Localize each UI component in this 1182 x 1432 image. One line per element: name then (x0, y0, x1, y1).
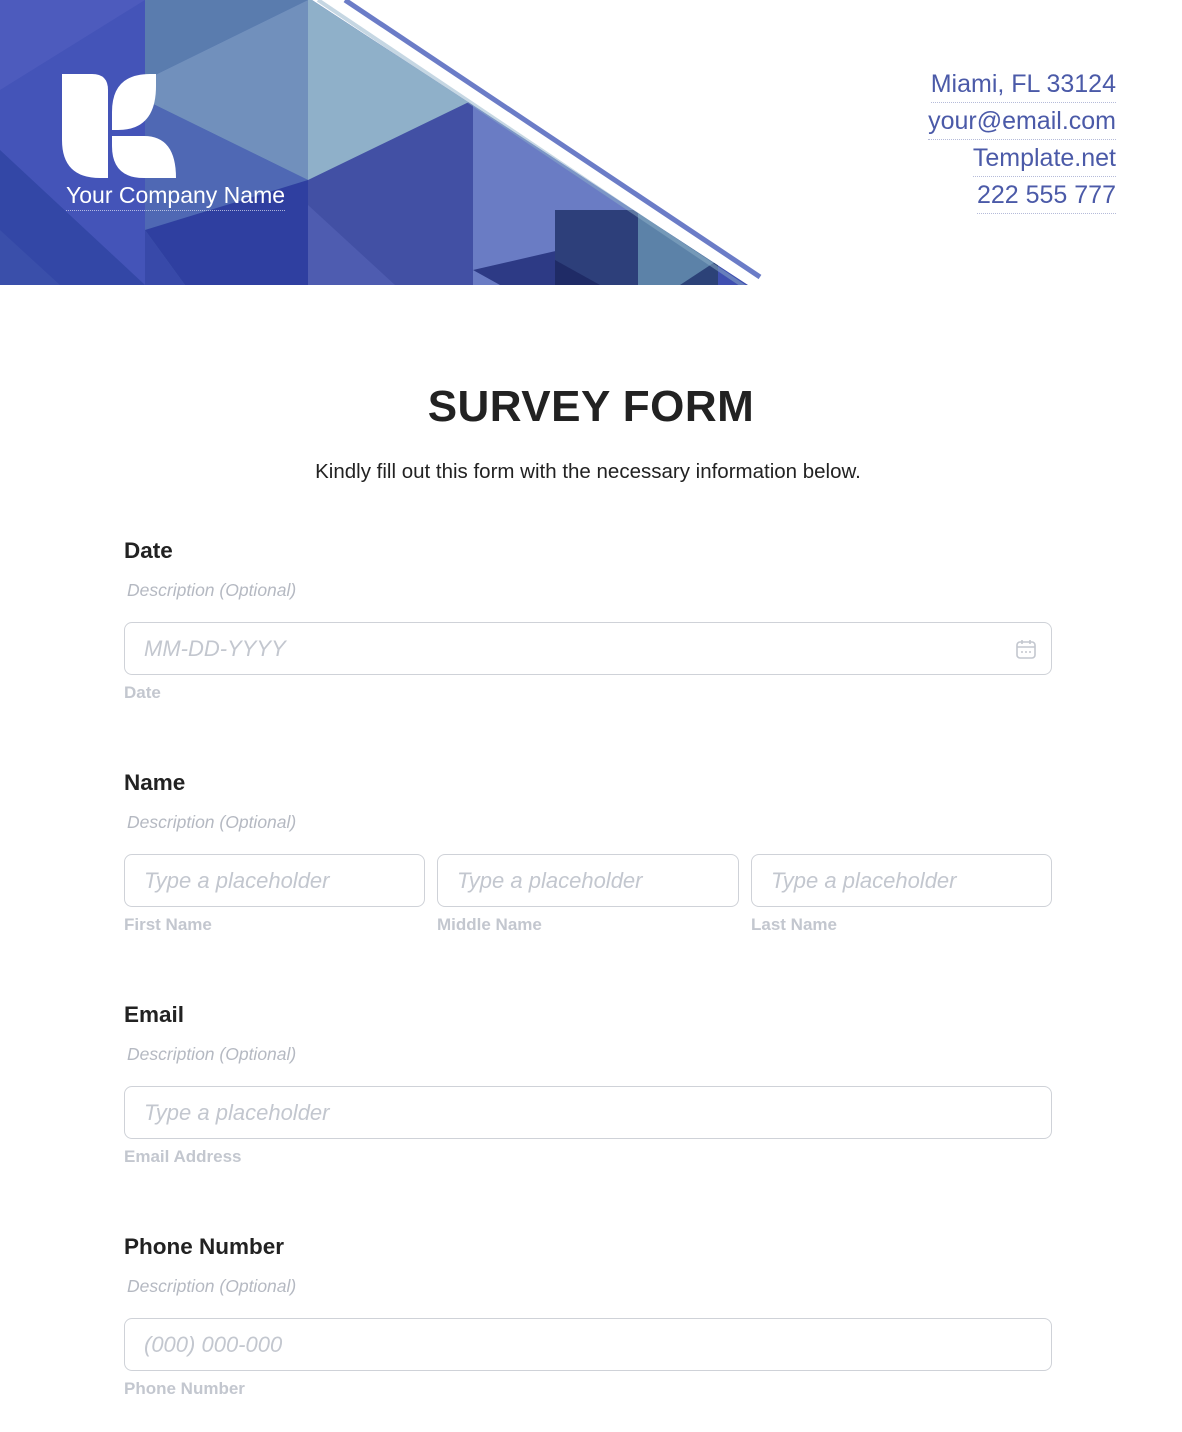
form-subtitle: Kindly fill out this form with the necessary information below. (315, 460, 861, 483)
date-input[interactable] (124, 622, 1052, 675)
form-title: SURVEY FORM (427, 382, 755, 431)
name-label: Name (124, 770, 186, 795)
email-section (124, 1002, 1052, 1172)
phone-sublabel: Phone Number (124, 1379, 245, 1398)
phone-section (124, 1234, 1052, 1404)
last-name-input[interactable] (751, 854, 1052, 907)
phone-input[interactable] (124, 1318, 1052, 1371)
contact-email[interactable]: your@email.com (928, 103, 1116, 140)
email-sublabel: Email Address (124, 1147, 242, 1166)
email-placeholder: Type a placeholder (144, 1100, 330, 1125)
phone-placeholder: (000) 000-000 (144, 1332, 283, 1357)
date-sublabel: Date (124, 683, 161, 702)
name-section (124, 770, 1052, 940)
first-name-input[interactable] (124, 854, 425, 907)
date-label: Date (124, 538, 173, 563)
first-name-placeholder: Type a placeholder (144, 868, 330, 893)
calendar-icon[interactable] (1015, 638, 1037, 660)
contact-phone: 222 555 777 (977, 177, 1116, 214)
date-description: Description (Optional) (127, 580, 297, 600)
contact-block (928, 66, 1116, 214)
email-label: Email (124, 1002, 185, 1027)
last-name-sublabel: Last Name (751, 915, 837, 934)
phone-label: Phone Number (124, 1234, 285, 1259)
contact-website[interactable]: Template.net (973, 140, 1116, 177)
contact-address: Miami, FL 33124 (931, 66, 1116, 103)
date-placeholder: MM-DD-YYYY (144, 636, 286, 661)
phone-description: Description (Optional) (127, 1276, 297, 1296)
name-description: Description (Optional) (127, 812, 297, 832)
leaf-logo-icon (60, 72, 180, 182)
middle-name-sublabel: Middle Name (437, 915, 542, 934)
email-description: Description (Optional) (127, 1044, 297, 1064)
email-input[interactable] (124, 1086, 1052, 1139)
header-banner (0, 0, 1182, 285)
company-name: Your Company Name (66, 182, 285, 211)
date-section (124, 538, 1052, 708)
middle-name-input[interactable] (437, 854, 739, 907)
last-name-placeholder: Type a placeholder (771, 868, 957, 893)
middle-name-placeholder: Type a placeholder (457, 868, 643, 893)
first-name-sublabel: First Name (124, 915, 212, 934)
